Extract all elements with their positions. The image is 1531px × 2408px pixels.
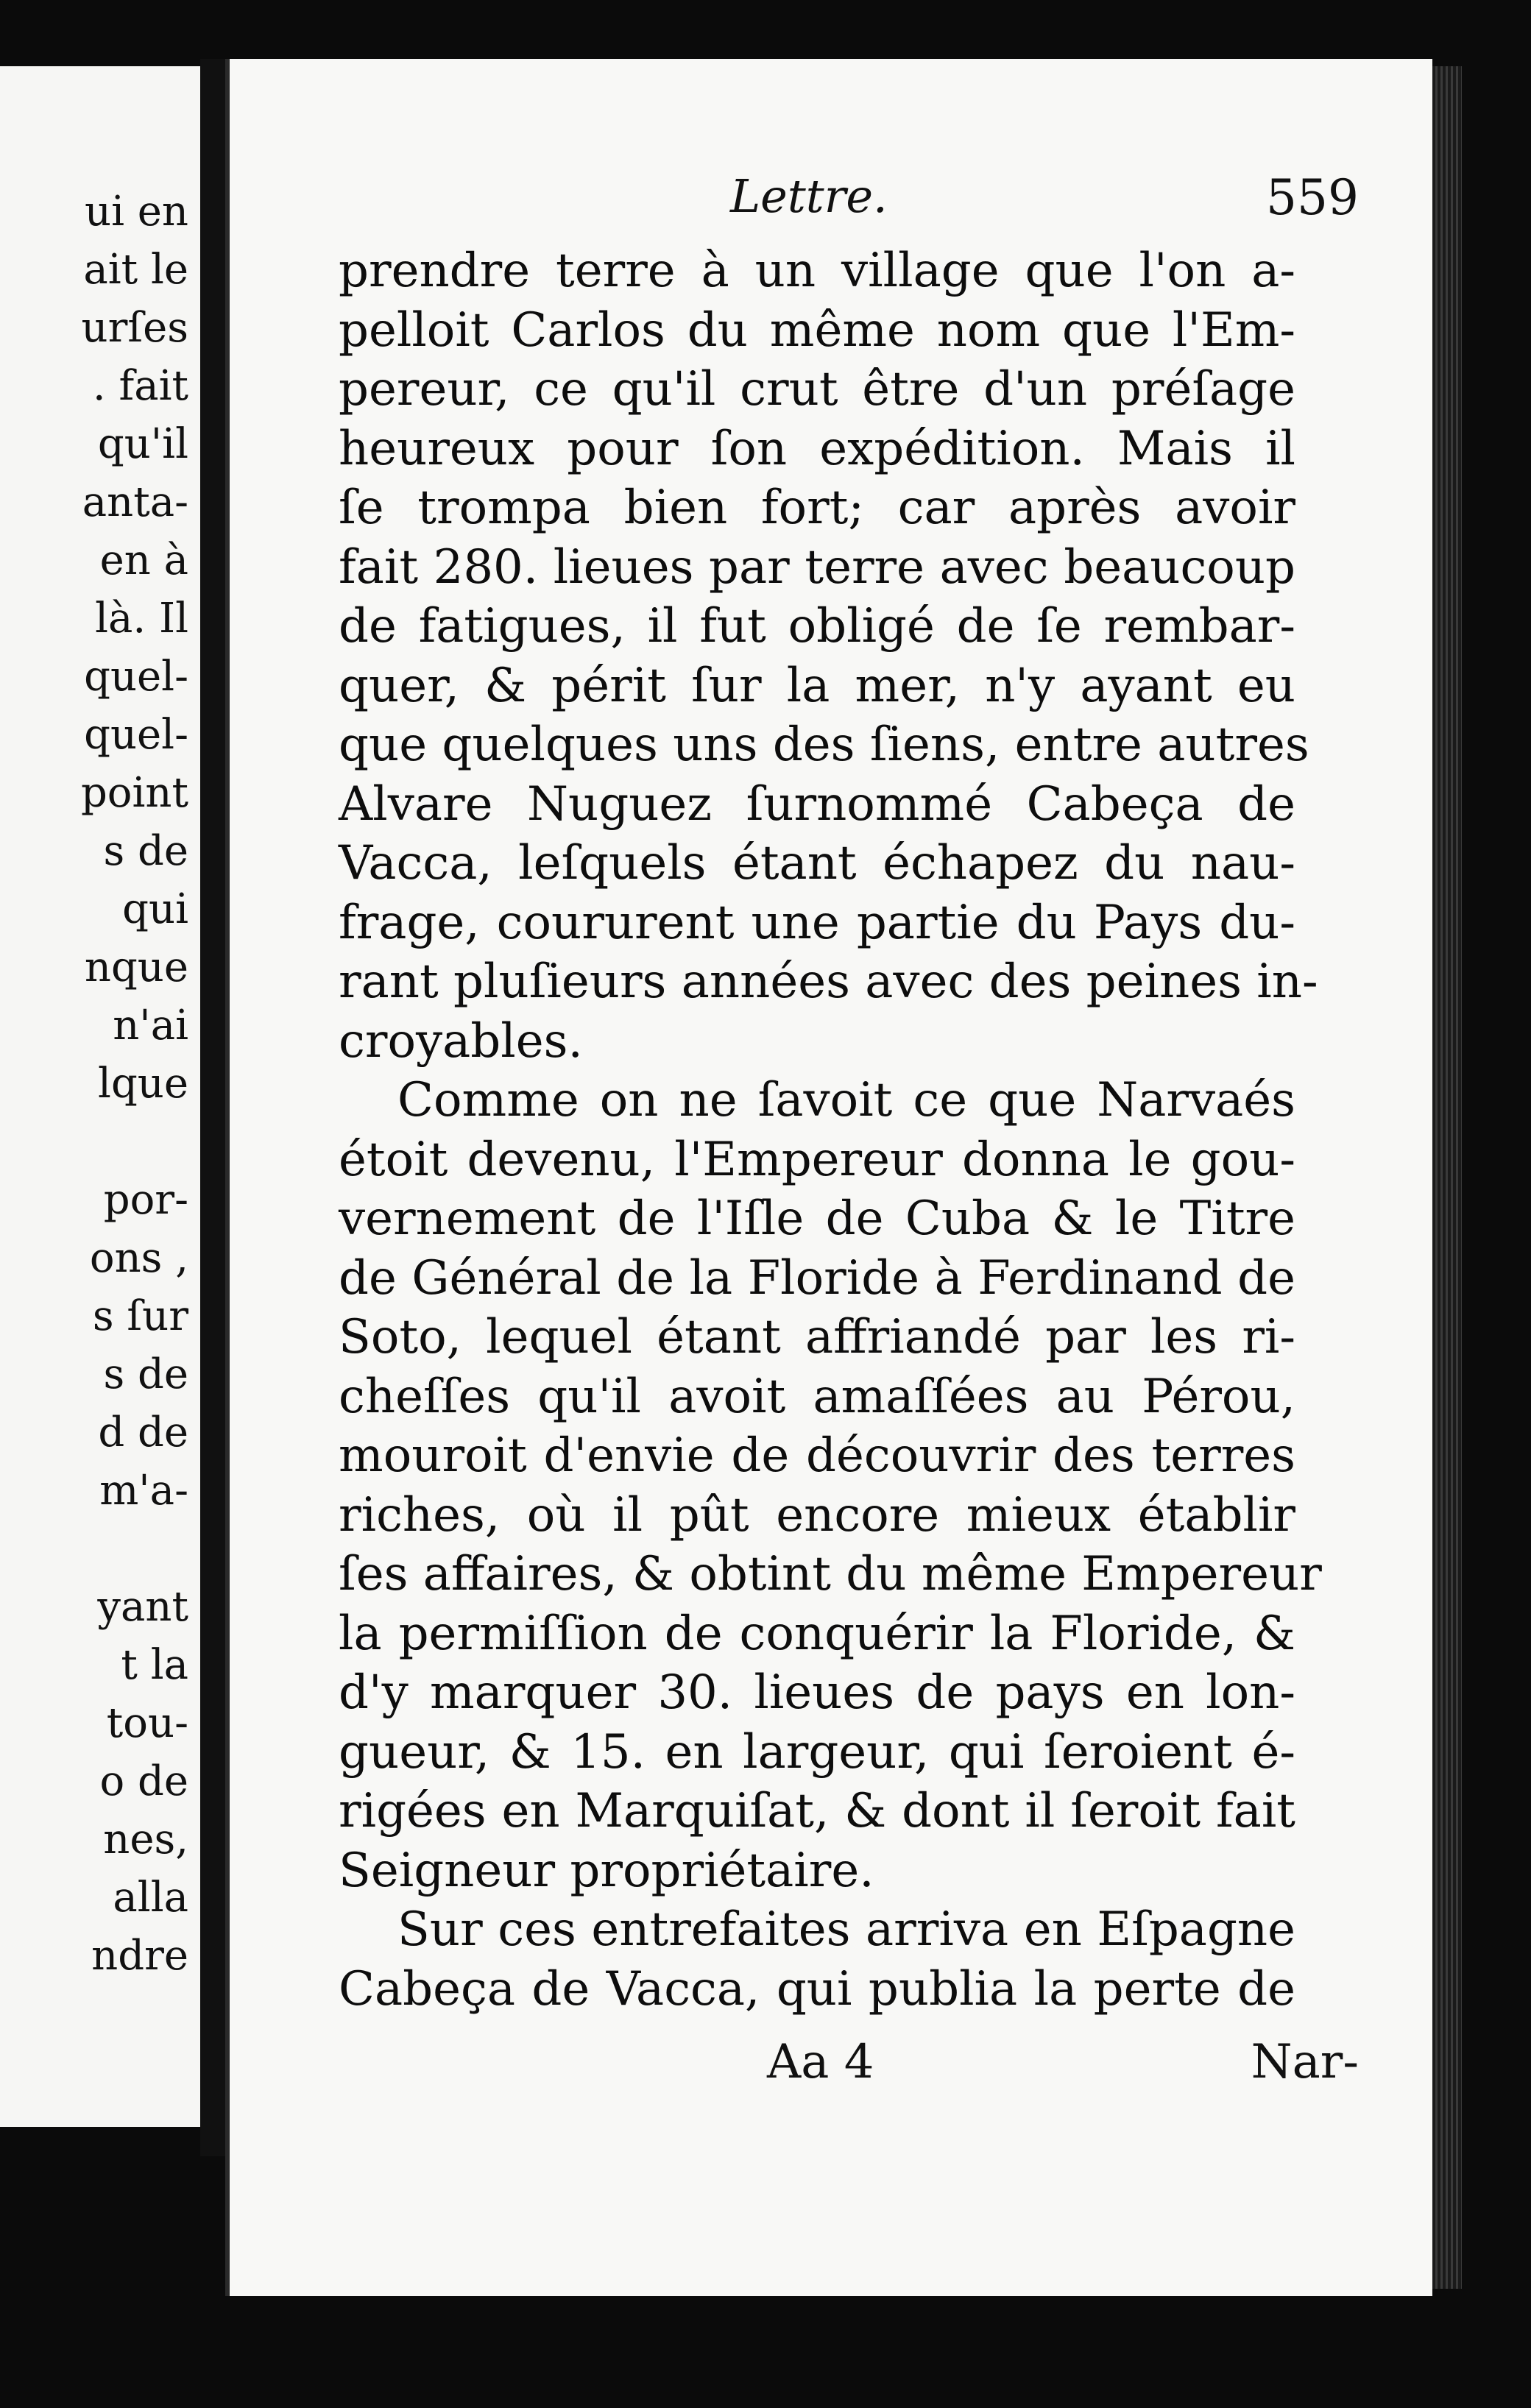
previous-page-line: nes,	[103, 1816, 188, 1863]
text-line: d'y marquer 30. lieues de pays en lon-	[339, 1665, 1295, 1720]
previous-page-line: n'ai	[113, 1002, 188, 1049]
text-line: ſe trompa bien fort; car après avoir	[339, 481, 1295, 535]
previous-page-line: nque	[84, 943, 188, 991]
text-line: rant pluſieurs années avec des peines in-	[339, 955, 1318, 1009]
previous-page-line: ait le	[83, 246, 188, 294]
text-line: frage, coururent une partie du Pays du-	[339, 895, 1295, 950]
previous-page-line: lque	[98, 1060, 188, 1108]
previous-page-line: anta-	[82, 478, 188, 526]
paragraph	[339, 1900, 1295, 2019]
previous-page-line: s de	[103, 1350, 188, 1398]
previous-page-line: s ſur	[92, 1292, 188, 1340]
previous-page-line: là. Il	[95, 595, 188, 642]
text-line: mouroit d'envie de découvrir des terres	[339, 1428, 1295, 1483]
previous-page-line: urſes	[81, 304, 188, 352]
text-line: croyables.	[339, 1013, 583, 1069]
running-title: Lettre.	[730, 169, 888, 223]
previous-page-line: quel-	[84, 711, 188, 759]
book-gutter	[200, 59, 225, 2156]
previous-page-fragment	[0, 66, 200, 2127]
text-line: prendre terre à un village que l'on a-	[339, 244, 1295, 298]
text-line: Alvare Nuguez ſurnommé Cabeça de	[339, 776, 1295, 832]
catchword: Nar-	[1251, 2035, 1359, 2089]
text-line: Vacca, leſquels étant échapez du nau-	[339, 836, 1295, 890]
text-line: fait 280. lieues par terre avec beaucoup	[339, 539, 1295, 595]
previous-page-line: por-	[103, 1176, 188, 1224]
body-text	[339, 241, 1322, 2019]
previous-page-line: en à	[99, 537, 188, 584]
previous-page-line: d de	[98, 1409, 188, 1456]
previous-page-line: m'a-	[99, 1467, 188, 1515]
text-line: Soto, lequel étant affriandé par les ri-	[339, 1310, 1295, 1364]
previous-page-line: ons ,	[89, 1234, 188, 1282]
text-line: de fatigues, il fut obligé de ſe rembar-	[339, 599, 1295, 654]
text-line: Comme on ne ſavoit ce que Narvaés	[397, 1073, 1295, 1127]
previous-page-line: s de	[103, 827, 188, 875]
text-line: Sur ces entrefaites arriva en Eſpagne	[397, 1902, 1295, 1957]
text-line: Seigneur propriétaire.	[339, 1843, 874, 1898]
text-line: Cabeça de Vacca, qui publia la perte de	[339, 1961, 1295, 2016]
running-head	[230, 169, 1432, 236]
paragraph	[339, 241, 1318, 1071]
signature-mark: Aa 4	[767, 2035, 874, 2089]
page-footer	[230, 2035, 1432, 2101]
previous-page-line: point	[80, 769, 188, 817]
text-line: heureux pour ſon expédition. Mais il	[339, 421, 1295, 476]
previous-page-line: t la	[121, 1641, 188, 1689]
previous-page-line: ndre	[91, 1932, 188, 1980]
text-line: gueur, & 15. en largeur, qui ſeroient é-	[339, 1724, 1295, 1780]
previous-page-line: . fait	[92, 362, 188, 410]
text-line: que quelques uns des ſiens, entre autres	[339, 718, 1309, 772]
text-line: ſes affaires, & obtint du même Empereur	[339, 1547, 1322, 1601]
paragraph	[339, 1071, 1322, 1900]
text-line: cheſſes qu'il avoit amaſſées au Pérou,	[339, 1369, 1295, 1424]
book-page	[225, 59, 1432, 2296]
text-line: pelloit Carlos du même nom que l'Em-	[339, 302, 1295, 358]
text-line: rigées en Marquiſat, & dont il ſeroit fait	[339, 1784, 1295, 1838]
text-line: la permiſſion de conquérir la Floride, &	[339, 1606, 1295, 1661]
page-number: 559	[1266, 169, 1359, 226]
text-line: riches, où il pût encore mieux établir	[339, 1487, 1295, 1543]
text-line: vernement de l'Iſle de Cuba & le Titre	[339, 1191, 1295, 1246]
text-line: pereur, ce qu'il crut être d'un préſage	[339, 362, 1295, 417]
page-edges	[1432, 66, 1462, 2289]
previous-page-line: qu'il	[97, 420, 188, 468]
previous-page-line: yant	[97, 1583, 188, 1631]
previous-page-line: quel-	[84, 653, 188, 701]
text-line: quer, & périt ſur la mer, n'y ayant eu	[339, 658, 1295, 713]
previous-page-line: ui en	[85, 188, 188, 236]
text-line: étoit devenu, l'Empereur donna le gou-	[339, 1132, 1295, 1187]
previous-page-line: tou-	[106, 1699, 188, 1747]
previous-page-line: o de	[99, 1757, 188, 1805]
text-line: de Général de la Floride à Ferdinand de	[339, 1250, 1295, 1306]
previous-page-line: alla	[113, 1874, 188, 1922]
previous-page-line: qui	[122, 885, 188, 933]
